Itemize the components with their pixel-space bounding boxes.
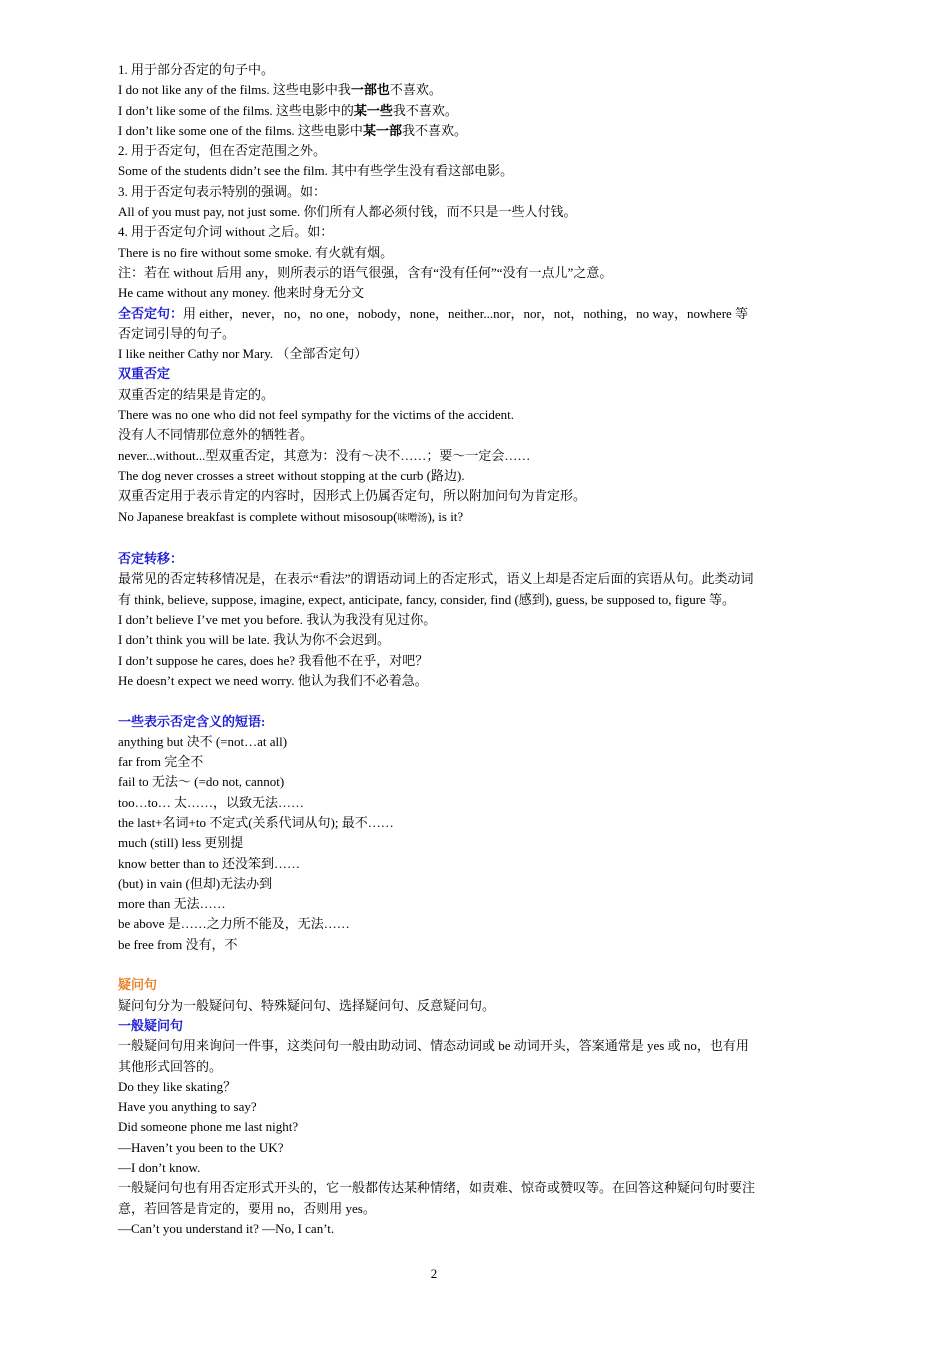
text-line: He came without any money. 他来时身无分文: [118, 285, 365, 301]
text-line: —Can’t you understand it? —No, I can’t.: [118, 1220, 335, 1236]
section-heading: 一些表示否定含义的短语:: [118, 713, 266, 729]
text-line: Have you anything to say?: [118, 1099, 257, 1115]
phrase-item: more than 无法……: [118, 896, 226, 912]
text-line: The dog never crosses a street without stopping at the curb (路边).: [118, 467, 465, 483]
text-span: I do not like any of the films. 这些电影中我: [118, 82, 351, 98]
phrase-item: know better than to 还没笨到……: [118, 855, 300, 871]
blank-line: [118, 691, 758, 711]
text-line: 4. 用于否定句介词 without 之后。如：: [118, 224, 334, 240]
section-label: 全否定句：: [118, 305, 184, 321]
phrase-item: too…to… 太……，以致无法……: [118, 794, 304, 810]
text-line: never...without...型双重否定，其意为：没有～决不……；要～一定会……: [118, 447, 531, 463]
text-line: All of you must pay, not just some. 你们所有人都必须付钱，而不只是一些人付钱。: [118, 204, 577, 220]
text-span: 用 either，never，no，no one，nobody，none，neither...nor，nor，not，nothing，no way，nowhere 等否定词引导的句子。: [118, 305, 749, 341]
text-line: 双重否定用于表示肯定的内容时，因形式上仍属否定句，所以附加问句为肯定形。: [118, 488, 587, 504]
text-line: 没有人不同情那位意外的牺牲者。: [118, 427, 314, 443]
text-line: —Haven’t you been to the UK?: [118, 1139, 284, 1155]
text-span: I don’t like some of the films. 这些电影中的: [118, 102, 354, 118]
text-line: 1. 用于部分否定的句子中。: [118, 62, 275, 77]
text-line: [118, 304, 758, 345]
phrase-item: be free from 没有，不: [118, 936, 238, 952]
text-line: I don’t suppose he cares, does he? 我看他不在乎，对吧？: [118, 652, 429, 668]
text-paragraph: 一般疑问句也有用否定形式开头的，它一般都传达某种情绪，如责难、惊奇或赞叹等。在回答这种疑问句时要注意，若回答是肯定的，要用 no，否则用 yes。: [118, 1180, 756, 1216]
text-span: 不喜欢。: [389, 82, 442, 98]
text-span: ), is it?: [427, 508, 464, 524]
phrase-item: fail to 无法～ (=do not, cannot): [118, 774, 285, 790]
blank-line: [118, 955, 758, 975]
text-line: There was no one who did not feel sympathy for the victims of the accident.: [118, 407, 515, 423]
phrase-item: much (still) less 更别提: [118, 835, 244, 851]
small-span: 味噌汤: [397, 512, 428, 524]
section-heading: 否定转移：: [118, 551, 184, 567]
text-line: 注：若在 without 后用 any，则所表示的语气很强，含有“没有任何”“没有一点儿”之意。: [118, 264, 613, 280]
page-number: 2: [430, 1266, 438, 1281]
phrase-item: far from 完全不: [118, 754, 204, 770]
section-heading: 双重否定: [118, 366, 171, 382]
phrase-item: (but) in vain (但却)无法办到: [118, 875, 273, 891]
text-line: 疑问句分为一般疑问句、特殊疑问句、选择疑问句、反意疑问句。: [118, 997, 496, 1013]
text-line: Some of the students didn’t see the film. 其中有些学生没有看这部电影。: [118, 163, 514, 179]
text-span: 我不喜欢。: [392, 102, 458, 118]
document-page: [118, 60, 758, 1239]
text-line: [118, 101, 758, 121]
blank-line: [118, 529, 758, 549]
text-line: [118, 121, 758, 141]
text-line: Did someone phone me last night?: [118, 1119, 299, 1135]
phrase-item: anything but 决不 (=not…at all): [118, 733, 288, 749]
section-heading: 疑问句: [118, 977, 158, 993]
text-span: No Japanese breakfast is complete without misosoup(: [118, 508, 398, 524]
bold-span: 某一部: [362, 122, 402, 138]
text-line: I don’t believe I’ve met you before. 我认为我没有见过你。: [118, 612, 437, 628]
phrase-item: be above 是……之力所不能及，无法……: [118, 916, 350, 932]
bold-span: 某一些: [353, 102, 393, 118]
text-line: 3. 用于否定句表示特别的强调。如：: [118, 183, 327, 199]
bold-span: 一部也: [350, 82, 390, 98]
section-heading: 一般疑问句: [118, 1017, 184, 1033]
text-line: I don’t think you will be late. 我认为你不会迟到。: [118, 632, 391, 648]
text-line: —I don’t know.: [118, 1160, 201, 1176]
text-line: 2. 用于否定句，但在否定范围之外。: [118, 143, 327, 159]
text-paragraph: 一般疑问句用来询问一件事，这类问句一般由助动词、情态动词或 be 动词开头，答案通常是 yes 或 no，也有用其他形式回答的。: [118, 1038, 749, 1074]
text-line: He doesn’t expect we need worry. 他认为我们不必着急。: [118, 672, 428, 688]
text-span: 我不喜欢。: [401, 122, 467, 138]
text-line: [118, 507, 758, 529]
text-span: I don’t like some one of the films. 这些电影中: [118, 122, 363, 138]
phrase-item: the last+名词+to 不定式(关系代词从句); 最不……: [118, 814, 394, 830]
text-line: [118, 80, 758, 100]
text-line: Do they like skating？: [118, 1078, 237, 1094]
text-paragraph: 最常见的否定转移情况是，在表示“看法”的谓语动词上的否定形式，语义上却是否定后面的宾语从句。此类动词有 think, believe, suppose, imagine, expect, anticipate, fancy, consider, find (感到), guess, be supposed to, figure 等。: [118, 571, 754, 607]
text-line: There is no fire without some smoke. 有火就有烟。: [118, 244, 394, 260]
text-line: 双重否定的结果是肯定的。: [118, 386, 275, 402]
text-line: I like neither Cathy nor Mary. （全部否定句）: [118, 346, 368, 362]
